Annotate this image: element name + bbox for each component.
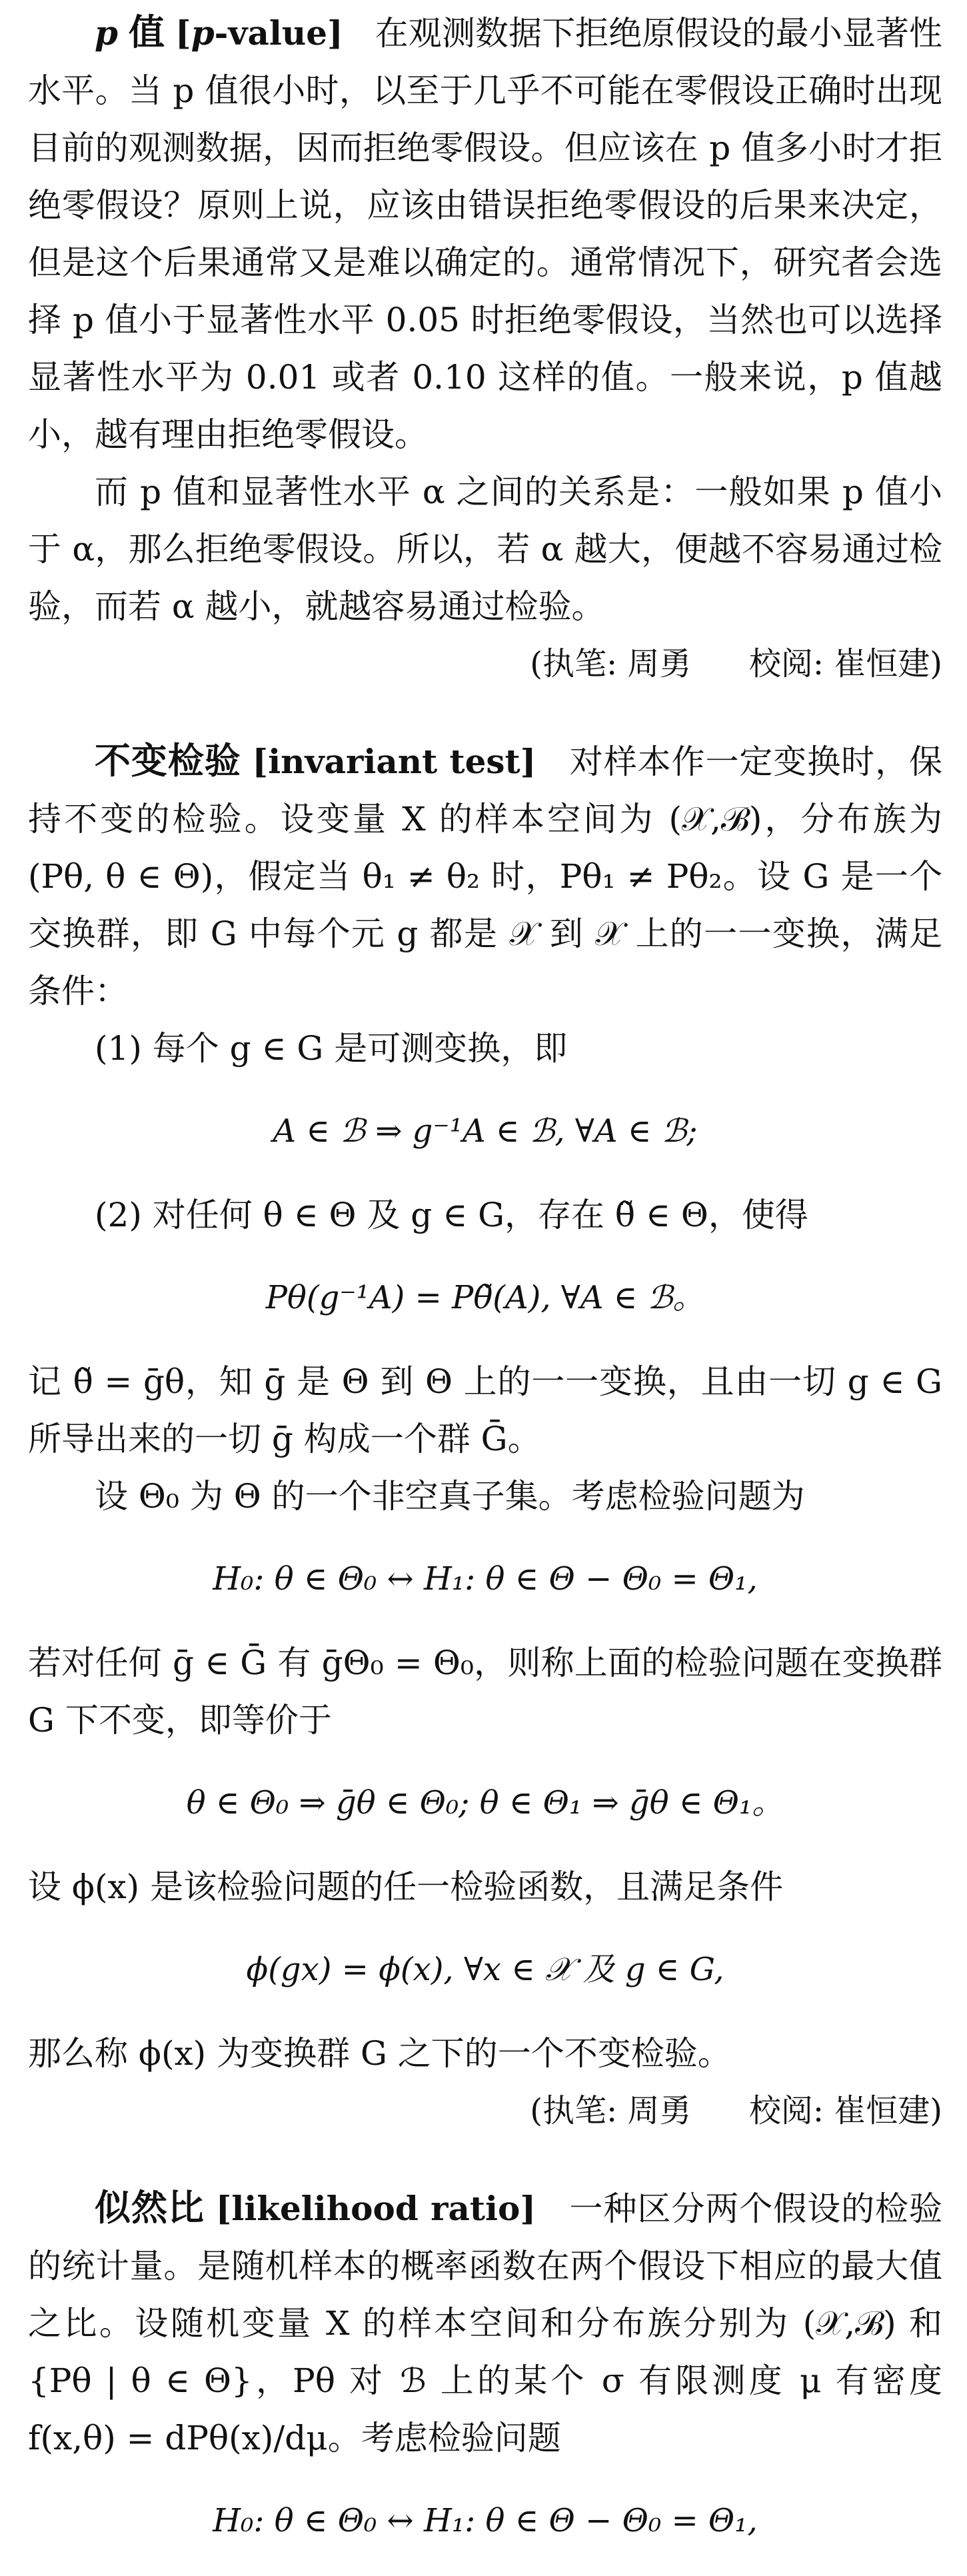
paragraph-after-eq5: 那么称 ϕ(x) 为变换群 G 之下的一个不变检验。: [28, 2034, 731, 2073]
entry-p-value: [28, 4, 942, 692]
condition-1: (1) 每个 g ∈ G 是可测变换，即: [95, 1029, 568, 1068]
equation-4: θ ∈ Θ₀ ⇒ ḡθ ∈ Θ₀; θ ∈ Θ₁ ⇒ ḡθ ∈ Θ₁。: [186, 1784, 784, 1822]
headword-english-symbol: p: [191, 13, 215, 53]
paragraph-text: 对样本作一定变换时，保持不变的检验。设变量 X 的样本空间为 (𝒳,ℬ)，分布族为 (Pθ, θ ∈ Θ)，假定当 θ₁ ≠ θ₂ 时，Pθ₁ ≠ Pθ₂。设 G 是一个交换群，即 G 中每个元 g 都是 𝒳 到 𝒳 上的一一变换，满足条件：: [28, 742, 943, 1010]
equation-1: A ∈ ℬ ⇒ g⁻¹A ∈ ℬ, ∀A ∈ ℬ;: [273, 1112, 698, 1150]
credit-reviewer: 校阅: 崔恒建): [748, 2092, 942, 2129]
entry-p-value-definition: [28, 4, 942, 463]
headword-english: [invariant test]: [252, 742, 536, 781]
paragraph-3: 设 Θ₀ 为 Θ 的一个非空真子集。考虑检验问题为: [95, 1477, 805, 1516]
paragraph-after-eq3: 若对任何 ḡ ∈ Ḡ 有 ḡΘ₀ = Θ₀，则称上面的检验问题在变换群 G 下不变，即等价于: [28, 1644, 942, 1740]
condition-2: (2) 对任何 θ ∈ Θ 及 g ∈ G，存在 θ̃ ∈ Θ，使得: [95, 1196, 808, 1234]
equation-5: ϕ(gx) = ϕ(x), ∀x ∈ 𝒳 及 g ∈ G,: [246, 1951, 724, 1988]
entry-invariant-test-definition: [28, 732, 942, 1020]
equation-2: Pθ(g⁻¹A) = Pθ̃(A), ∀A ∈ ℬ。: [265, 1279, 705, 1316]
entry-likelihood-ratio: [28, 2179, 942, 2549]
entry-invariant-test: [28, 732, 942, 2139]
paragraph-after-eq2: 记 θ̃ = ḡθ，知 ḡ 是 Θ 到 Θ 上的一一变换，且由一切 g ∈ G 所导出来的一切 ḡ 构成一个群 Ḡ。: [28, 1362, 942, 1458]
credit-reviewer: 校阅: 崔恒建): [748, 645, 942, 682]
headword-symbol: p: [95, 13, 118, 53]
headword-chinese: 值: [128, 11, 165, 53]
document-content: [28, 4, 942, 2576]
headword-english: [p-value]: [175, 13, 343, 53]
credit-line: [28, 2082, 942, 2139]
credit-author: (执笔: 周勇: [530, 2092, 692, 2129]
headword-chinese: 不变检验: [95, 740, 241, 782]
entry-likelihood-ratio-definition: [28, 2179, 942, 2467]
equation-1: H₀: θ ∈ Θ₀ ↔ H₁: θ ∈ Θ − Θ₀ = Θ₁,: [213, 2502, 758, 2539]
entry-p-value-paragraph-2: 而 p 值和显著性水平 α 之间的关系是：一般如果 p 值小于 α，那么拒绝零假设。所以，若 α 越大，便越不容易通过检验，而若 α 越小，就越容易通过检验。: [28, 473, 942, 626]
headword-chinese: 似然比: [95, 2187, 205, 2229]
paragraph-text: 在观测数据下拒绝原假设的最小显著性水平。当 p 值很小时，以至于几乎不可能在零假设正确时出现目前的观测数据，因而拒绝零假设。但应该在 p 值多小时才拒绝零假设？原则上说，应该由错误拒绝零假设的后果来决定，但是这个后果通常又是难以确定的。通常情况下，研究者会选择 p 值小于显著性水平 0.05 时拒绝零假设，当然也可以选择显著性水平为 0.01 或者 0.10 这样的值。一般来说，p 值越小，越有理由拒绝零假设。: [28, 14, 942, 454]
headword-english: [likelihood ratio]: [215, 2189, 536, 2228]
paragraph-text: 一种区分两个假设的检验的统计量。是随机样本的概率函数在两个假设下相应的最大值之比。设随机变量 X 的样本空间和分布族分别为 (𝒳,ℬ) 和 {Pθ | θ ∈ Θ}，Pθ 对 ℬ 上的某个 σ 有限测度 μ 有密度 f(x,θ) = dPθ(x)/dμ。考虑检验问题: [28, 2189, 942, 2457]
credit-author: (执笔: 周勇: [530, 645, 692, 682]
equation-3: H₀: θ ∈ Θ₀ ↔ H₁: θ ∈ Θ − Θ₀ = Θ₁,: [213, 1560, 758, 1598]
paragraph-after-eq4: 设 ϕ(x) 是该检验问题的任一检验函数，且满足条件: [28, 1868, 784, 1906]
headword-english-suffix: -value: [214, 13, 328, 53]
credit-line: [28, 635, 942, 692]
